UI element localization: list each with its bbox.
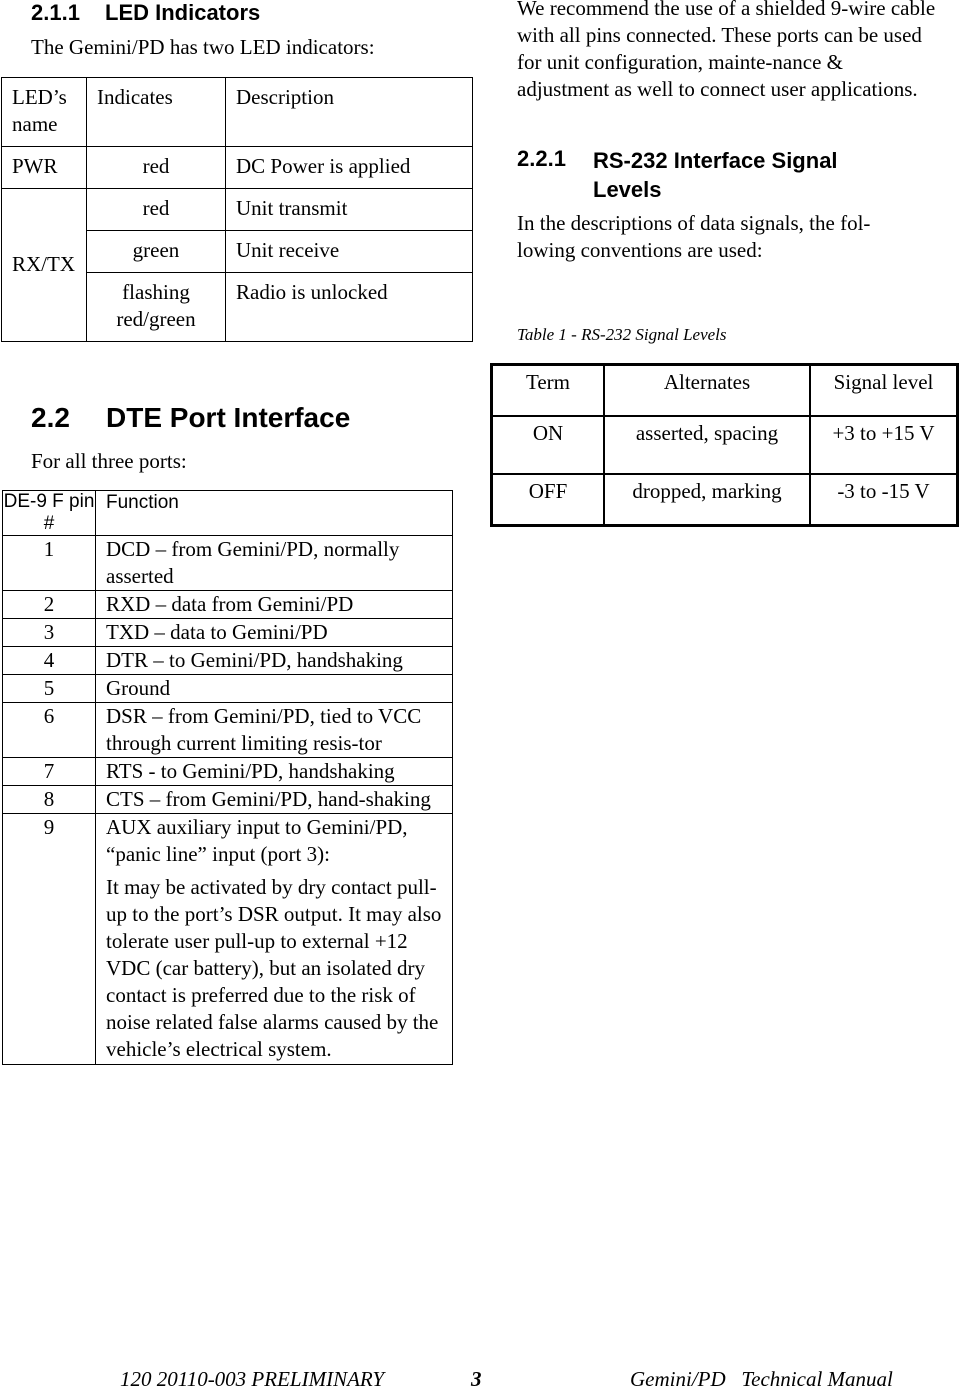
pin-cell: 8 bbox=[3, 786, 96, 814]
table-row bbox=[492, 474, 958, 526]
led-indicators-table bbox=[1, 77, 473, 342]
pin-cell: 6 bbox=[3, 703, 96, 758]
function-cell: DSR – from Gemini/PD, tied to VCC through current limiting resis-tor bbox=[96, 703, 453, 758]
indicates-cell: green bbox=[87, 231, 226, 273]
section-heading-2-2 bbox=[31, 402, 350, 434]
table-caption: Table 1 - RS-232 Signal Levels bbox=[517, 325, 727, 344]
function-cell: DCD – from Gemini/PD, normally asserted bbox=[96, 536, 453, 591]
indicates-cell: red bbox=[87, 147, 226, 189]
pin-cell: 3 bbox=[3, 619, 96, 647]
rs232-signal-levels-table bbox=[490, 363, 959, 527]
led-intro-text: The Gemini/PD has two LED indicators: bbox=[31, 35, 375, 59]
pin-cell: 9 bbox=[3, 814, 96, 1065]
header-cell: LED’s name bbox=[2, 78, 87, 147]
description-cell: Unit receive bbox=[226, 231, 473, 273]
pin-cell: 4 bbox=[3, 647, 96, 675]
section-title: RS-232 Interface Signal Levels bbox=[593, 148, 838, 202]
alternates-cell: asserted, spacing bbox=[604, 416, 810, 474]
table-row bbox=[3, 619, 453, 647]
table-header-row bbox=[492, 365, 958, 417]
section-number: 2.1.1 bbox=[31, 0, 80, 25]
term-cell: OFF bbox=[492, 474, 605, 526]
table-row bbox=[3, 758, 453, 786]
signal-level-cell: +3 to +15 V bbox=[810, 416, 958, 474]
dte-pin-table bbox=[2, 490, 453, 1065]
table-row bbox=[3, 786, 453, 814]
footer-doc-id: 120 20110-003 PRELIMINARY bbox=[120, 1367, 385, 1391]
function-cell: DTR – to Gemini/PD, handshaking bbox=[96, 647, 453, 675]
section-title: DTE Port Interface bbox=[106, 402, 351, 433]
cable-recommendation-text: We recommend the use of a shielded 9-wire cable with all pins connected. These ports can be used for unit configuration, mainte-nance & adjustment as well to connect user applications. bbox=[517, 0, 936, 101]
function-cell bbox=[96, 814, 453, 1065]
table-header-row bbox=[2, 78, 473, 147]
section-heading-2-1-1 bbox=[31, 0, 260, 26]
table-header-row bbox=[3, 491, 453, 536]
function-cell: Ground bbox=[96, 675, 453, 703]
term-cell: ON bbox=[492, 416, 605, 474]
header-cell: Term bbox=[492, 365, 605, 417]
pin-cell: 1 bbox=[3, 536, 96, 591]
pin-cell: 7 bbox=[3, 758, 96, 786]
header-cell: Indicates bbox=[87, 78, 226, 147]
section-title: LED Indicators bbox=[105, 0, 261, 25]
table-row bbox=[3, 536, 453, 591]
footer-manual-title: Gemini/PD Technical Manual bbox=[630, 1367, 893, 1391]
description-cell: Radio is unlocked bbox=[226, 273, 473, 342]
header-cell: Function bbox=[96, 491, 453, 536]
function-cell: CTS – from Gemini/PD, hand-shaking bbox=[96, 786, 453, 814]
section-number: 2.2 bbox=[31, 402, 70, 433]
function-cell: TXD – data to Gemini/PD bbox=[96, 619, 453, 647]
alternates-cell: dropped, marking bbox=[604, 474, 810, 526]
indicates-cell: red bbox=[87, 189, 226, 231]
function-cell: RTS - to Gemini/PD, handshaking bbox=[96, 758, 453, 786]
header-cell: DE-9 F pin # bbox=[3, 491, 95, 534]
description-cell: Unit transmit bbox=[226, 189, 473, 231]
table-row bbox=[2, 189, 473, 231]
function-paragraph: It may be activated by dry contact pull-up to the port’s DSR output. It may also tolerate user pull-up to external +12 VDC (car battery), but an isolated dry contact is preferred due to the risk of noise related false alarms caused by the vehicle’s electrical system. bbox=[106, 875, 442, 1061]
signal-level-cell: -3 to -15 V bbox=[810, 474, 958, 526]
function-cell: RXD – data from Gemini/PD bbox=[96, 591, 453, 619]
led-name-cell: PWR bbox=[2, 147, 87, 189]
table-row bbox=[3, 814, 453, 1065]
indicates-cell: flashing red/green bbox=[87, 273, 226, 342]
section-number: 2.2.1 bbox=[517, 146, 566, 171]
description-cell: DC Power is applied bbox=[226, 147, 473, 189]
dte-intro-text: For all three ports: bbox=[31, 449, 187, 473]
table-row bbox=[3, 675, 453, 703]
led-name-cell: RX/TX bbox=[2, 189, 87, 342]
table-row bbox=[492, 416, 958, 474]
function-paragraph: AUX auxiliary input to Gemini/PD, “panic line” input (port 3): bbox=[106, 815, 408, 866]
table-row bbox=[3, 703, 453, 758]
table-row bbox=[3, 647, 453, 675]
table-row bbox=[2, 147, 473, 189]
pin-cell: 2 bbox=[3, 591, 96, 619]
header-cell: Description bbox=[226, 78, 473, 147]
footer-page-number: 3 bbox=[471, 1367, 482, 1391]
table-row bbox=[3, 591, 453, 619]
pin-cell: 5 bbox=[3, 675, 96, 703]
header-cell: Alternates bbox=[604, 365, 810, 417]
signal-intro-text: In the descriptions of data signals, the fol-lowing conventions are used: bbox=[517, 211, 871, 262]
section-heading-2-2-1 bbox=[517, 146, 883, 204]
header-cell: Signal level bbox=[810, 365, 958, 417]
